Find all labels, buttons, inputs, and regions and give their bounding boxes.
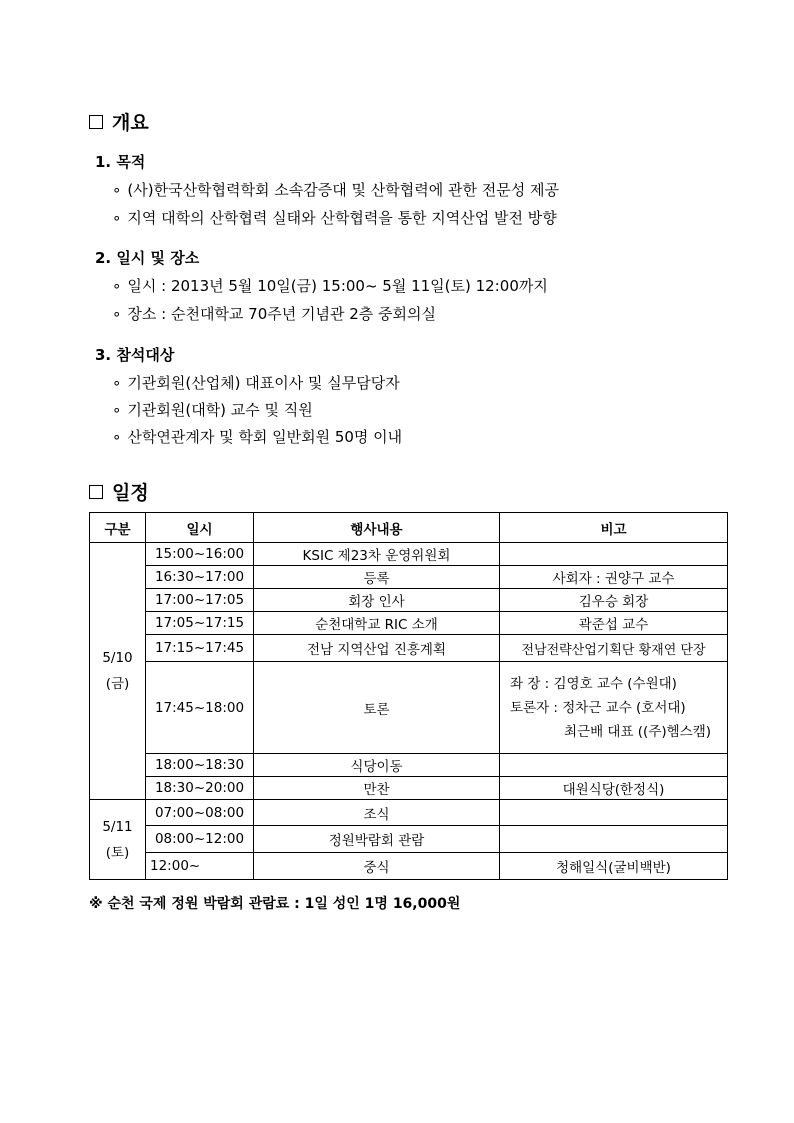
- discussion-note-cell: [500, 662, 728, 754]
- time-cell: 17:15~17:45: [146, 635, 254, 662]
- time-cell: 12:00~: [146, 853, 254, 880]
- table-row: [90, 853, 728, 880]
- table-row: [90, 826, 728, 853]
- header-event: 행사내용: [254, 513, 500, 543]
- event-cell: 등록: [254, 566, 500, 589]
- bullet-icon: ∘: [112, 401, 122, 419]
- event-cell: 전남 지역산업 진흥계획: [254, 635, 500, 662]
- note-cell: 청해일식(굴비백반): [500, 853, 728, 880]
- schedule-heading: [89, 478, 149, 505]
- datetime-item: ∘ 일시 : 2013년 5월 10일(금) 15:00~ 5월 11일(토) 12:00까지: [112, 277, 548, 295]
- event-cell: 만찬: [254, 777, 500, 800]
- note-cell: [500, 754, 728, 777]
- time-cell: 15:00~16:00: [146, 543, 254, 566]
- bullet-icon: ∘: [112, 374, 122, 392]
- event-cell: 토론: [254, 662, 500, 754]
- note-cell: [500, 543, 728, 566]
- place-item: ∘ 장소 : 순천대학교 70주년 기념관 2층 중회의실: [112, 305, 437, 323]
- panelist-line-2: 최근배 대표 ((주)헴스캠): [564, 723, 712, 740]
- purpose-heading: 1. 목적: [95, 153, 146, 171]
- table-row: [90, 612, 728, 635]
- overview-title: 개요: [112, 112, 149, 134]
- time-cell: 17:05~17:15: [146, 612, 254, 635]
- time-cell: 17:45~18:00: [146, 662, 254, 754]
- event-cell: 중식: [254, 853, 500, 880]
- note-cell: 전남전략산업기획단 황재연 단장: [500, 635, 728, 662]
- header-note: 비고: [500, 513, 728, 543]
- attendees-heading: 3. 참석대상: [95, 346, 175, 364]
- admission-fee-note: ※ 순천 국제 정원 박람회 관람료 : 1일 성인 1명 16,000원: [89, 896, 461, 912]
- moderator-line: 좌 장 : 김영호 교수 (수원대): [510, 675, 677, 692]
- table-row: [90, 777, 728, 800]
- table-row: [90, 800, 728, 826]
- event-cell: 식당이동: [254, 754, 500, 777]
- bullet-icon: ∘: [112, 209, 122, 227]
- day1-date-cell: 5/10 (금): [90, 543, 146, 800]
- bullet-icon: ∘: [112, 277, 122, 295]
- checkbox-square-icon: [89, 485, 103, 499]
- note-cell: 곽준섭 교수: [500, 612, 728, 635]
- event-cell: 조식: [254, 800, 500, 826]
- event-cell: KSIC 제23차 운영위원회: [254, 543, 500, 566]
- header-category: 구분: [90, 513, 146, 543]
- bullet-icon: ∘: [112, 181, 122, 199]
- time-cell: 18:30~20:00: [146, 777, 254, 800]
- checkbox-square-icon: [89, 115, 103, 129]
- table-row: [90, 566, 728, 589]
- overview-heading: [89, 108, 149, 135]
- note-cell: 김우승 회장: [500, 589, 728, 612]
- bullet-icon: ∘: [112, 305, 122, 323]
- header-time: 일시: [146, 513, 254, 543]
- time-cell: 08:00~12:00: [146, 826, 254, 853]
- bullet-icon: ∘: [112, 428, 122, 446]
- note-cell: 대원식당(한정식): [500, 777, 728, 800]
- attendees-item-2: ∘ 기관회원(대학) 교수 및 직원: [112, 401, 313, 419]
- table-header-row: [90, 513, 728, 543]
- event-cell: 정원박람회 관람: [254, 826, 500, 853]
- table-row: [90, 635, 728, 662]
- attendees-item-3: ∘ 산학연관계자 및 학회 일반회원 50명 이내: [112, 428, 403, 446]
- note-cell: [500, 800, 728, 826]
- datetime-place-heading: 2. 일시 및 장소: [95, 249, 200, 267]
- table-row: [90, 589, 728, 612]
- panelist-line-1: 토론자 : 정차근 교수 (호서대): [510, 699, 686, 716]
- day2-date-cell: 5/11 (토): [90, 800, 146, 880]
- time-cell: 18:00~18:30: [146, 754, 254, 777]
- note-cell: 사회자 : 권양구 교수: [500, 566, 728, 589]
- event-cell: 회장 인사: [254, 589, 500, 612]
- time-cell: 07:00~08:00: [146, 800, 254, 826]
- time-cell: 16:30~17:00: [146, 566, 254, 589]
- event-cell: 순천대학교 RIC 소개: [254, 612, 500, 635]
- schedule-title: 일정: [112, 482, 149, 504]
- schedule-table: [89, 512, 728, 880]
- purpose-item-2: ∘ 지역 대학의 산학협력 실태와 산학협력을 통한 지역산업 발전 방향: [112, 209, 557, 227]
- table-row: [90, 754, 728, 777]
- table-row: [90, 662, 728, 754]
- attendees-item-1: ∘ 기관회원(산업체) 대표이사 및 실무담당자: [112, 374, 400, 392]
- purpose-item-1: ∘ (사)한국산학협력학회 소속감증대 및 산학협력에 관한 전문성 제공: [112, 181, 559, 199]
- table-row: [90, 543, 728, 566]
- note-cell: [500, 826, 728, 853]
- time-cell: 17:00~17:05: [146, 589, 254, 612]
